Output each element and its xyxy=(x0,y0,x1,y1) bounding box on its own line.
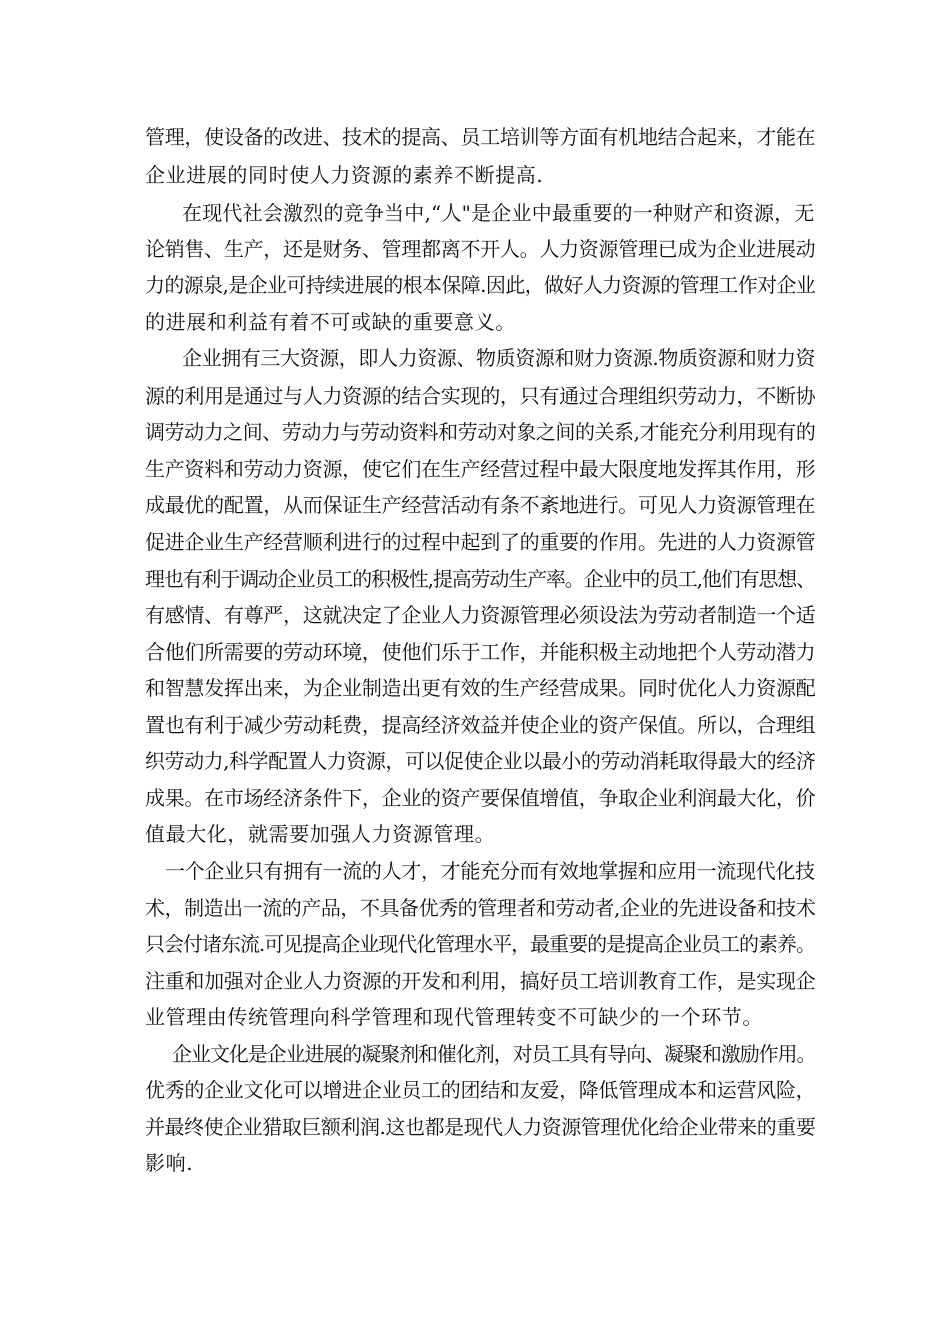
text-line: 促进企业生产经营顺利进行的过程中起到了的重要的作用。先进的人力资源管 xyxy=(145,530,816,554)
text-line: 企业拥有三大资源，即人力资源、物质资源和财力资源.物质资源和财力资 xyxy=(182,346,816,370)
text-line: 只会付诸东流.可见提高企业现代化管理水平，最重要的是提高企业员工的素养。 xyxy=(145,932,815,956)
text-line: 调劳动力之间、劳动力与劳动资料和劳动对象之间的关系,才能充分利用现有的 xyxy=(145,420,816,444)
text-line: 论销售、生产，还是财务、管理都离不开人。人力资源管理已成为企业进展动 xyxy=(145,237,816,261)
text-line: 合他们所需要的劳动环境，使他们乐于工作，并能积极主动地把个人劳动潜力 xyxy=(145,640,816,664)
text-line: 企业文化是企业进展的凝聚剂和催化剂，对员工具有导向、凝聚和激励作用。 xyxy=(172,1042,816,1066)
text-line: 注重和加强对企业人力资源的开发和利用，搞好员工培训教育工作，是实现企 xyxy=(145,969,816,993)
text-line: 源的利用是通过与人力资源的结合实现的，只有通过合理组织劳动力，不断协 xyxy=(145,384,816,408)
text-line: 一个企业只有拥有一流的人才，才能充分而有效地掌握和应用一流现代化技 xyxy=(165,859,815,883)
text-line: 置也有利于减少劳动耗费，提高经济效益并使企业的资产保值。所以，合理组 xyxy=(145,713,816,737)
text-line: 并最终使企业猎取巨额利润.这也都是现代人力资源管理优化给企业带来的重要 xyxy=(145,1115,816,1139)
text-line: 和智慧发挥出来，为企业制造出更有效的生产经营成果。同时优化人力资源配 xyxy=(145,676,816,700)
text-line: 织劳动力,科学配置人力资源，可以促使企业以最小的劳动消耗取得最大的经济 xyxy=(145,749,816,773)
text-line: 术，制造出一流的产品，不具备优秀的管理者和劳动者,企业的先进设备和技术 xyxy=(145,896,816,920)
text-line: 值最大化，就需要加强人力资源管理。 xyxy=(145,822,496,846)
text-line: 企业进展的同时使人力资源的素养不断提高. xyxy=(145,163,544,187)
text-line: 成果。在市场经济条件下，企业的资产要保值增值，争取企业利润最大化，价 xyxy=(145,786,816,810)
text-line: 管理，使设备的改进、技术的提高、员工培训等方面有机地结合起来，才能在 xyxy=(145,125,816,149)
text-line: 有感情、有尊严，这就决定了企业人力资源管理必须设法为劳动者制造一个适 xyxy=(145,603,816,627)
text-line: 的进展和利益有着不可或缺的重要意义。 xyxy=(145,310,516,334)
text-line: 优秀的企业文化可以增进企业员工的团结和友爱，降低管理成本和运营风险， xyxy=(145,1078,816,1102)
text-line: 业管理由传统管理向科学管理和现代管理转变不可缺少的一个环节。 xyxy=(145,1005,763,1029)
text-line: 力的源泉,是企业可持续进展的根本保障.因此，做好人力资源的管理工作对企业 xyxy=(145,273,816,297)
text-line: 理也有利于调动企业员工的积极性,提高劳动生产率。企业中的员工,他们有思想、 xyxy=(145,567,815,591)
text-line: 影响. xyxy=(145,1151,194,1175)
text-line: 成最优的配置，从而保证生产经营活动有条不紊地进行。可见人力资源管理在 xyxy=(145,493,816,517)
text-line: 生产资料和劳动力资源，使它们在生产经营过程中最大限度地发挥其作用，形 xyxy=(145,457,816,481)
text-line: 在现代社会激烈的竞争当中,“人"是企业中最重要的一种财产和资源，无 xyxy=(182,201,815,225)
